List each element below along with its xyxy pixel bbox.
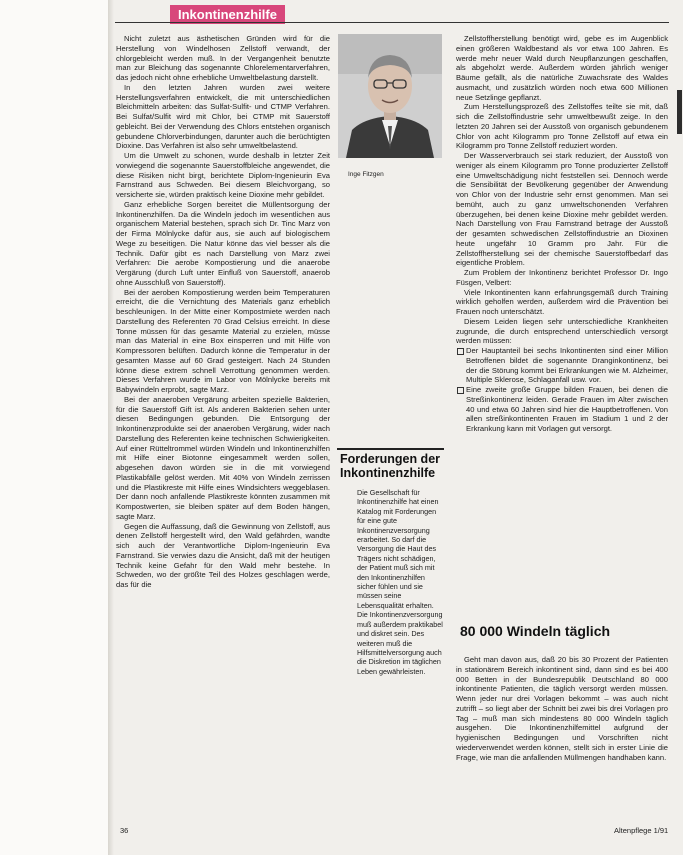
header-rule bbox=[115, 22, 669, 23]
article-column-left bbox=[116, 34, 330, 819]
article-column-right-bottom bbox=[456, 655, 668, 820]
list-item bbox=[456, 346, 668, 385]
article-column-right bbox=[456, 34, 668, 468]
list-item-text: Der Hauptanteil bei sechs Inkontinenten sind einer Million Betroffenen bildet die sogenannte Dranginkontinenz, bei der die Störung kommt bei Erkrankungen wie M. Alzheimer, Multiple Sklerose, Schlaganfall usw. vor. bbox=[466, 346, 668, 385]
paragraph: Geht man davon aus, daß 20 bis 30 Prozent der Patienten in stationärem Bereich inkontinent sind, dann sind es bei 400 000 Betten in der Bundesrepublik Deutschland 80 000 inkontinente Patienten, die täglich versorgt werden müssen. Wenn jeder nur drei Vorlagen bekommt – was auch nicht zutrifft – so liegt aber der Schnitt bei zwei bis drei Vorlagen pro Tag – muß man sich mindestens 80 000 Windeln täglich ausgehen. Die Inkontinenzhilfemittel aufgrund der hygienischen Bedingungen und Vorschriften nicht wiederverwendet werden können, stellt sich in erster Linie die Frage, wie man die anfallenden Müllmengen handhaben kann. bbox=[456, 655, 668, 762]
portrait-image bbox=[338, 34, 442, 158]
sidebar-body: Die Gesellschaft für Inkontinenzhilfe hat einen Katalog mit Forderungen für eine gute Inkontinenzversorgung erarbeitet. So darf die Versorgung die Haut des Trägers nicht schädigen, der Patient muß sich mit den Inkontinenzhilfen sicher fühlen und sie müssen seine Lebensqualität erhalten. Die Inkontinenzversorgung muß außerdem praktikabel und diskret sein. Des weiteren muß die Hilfsmittelversorgung auch die Diskretion im täglichen Leben gewährleisten. bbox=[357, 488, 443, 676]
paragraph: Ganz erhebliche Sorgen bereitet die Müllentsorgung der Inkontinenzhilfen. Da die Windeln jedoch im wesentlichen aus organischem Material bestehen, sprach sich Dr. Tinc Marz von der Firma Mölnlycke dafür aus, sie auch auf biologischem Wege zu beseitigen. Die Natur könne das viel besser als die Technik. Dafür gibt es nach Darstellung von Marz zwei Verfahren: Die aerobe Kompostierung und die anaerobe Vergärung (durch Luft unter Einfluß von Sauerstoff, anaerob ohne Ausschluß von Sauerstoff). bbox=[116, 199, 330, 287]
sidebar-title: Forderungen der Inkontinenzhilfe bbox=[340, 452, 441, 480]
list-item-text: Eine zweite große Gruppe bilden Frauen, bei denen die Streßinkontinenz leiden. Gerade Frauen im Alter zwischen 40 und etwa 60 Jahren sind hier die Hauptbetroffenen. Von allen streßinkontinenten Frauen im Stadium 1 und 2 der Erkrankung kann mit Vorlagen gut versorgt. bbox=[466, 385, 668, 433]
sidebar-box bbox=[337, 448, 444, 822]
portrait-photo bbox=[338, 34, 442, 158]
paragraph: Zum Herstellungsprozeß des Zellstoffes teilte sie mit, daß sich die Zellstoffindustrie sehr umweltbewußt zeige. In den letzten 20 Jahren sei der Ausstoß von organisch gebundenem Chlor von acht Kilogramm pro Tonne Zellstoff auf etwa ein Kilogramm pro Tonne Zellstoff reduziert worden. bbox=[456, 102, 668, 151]
page-margin bbox=[0, 0, 112, 855]
subheading: 80 000 Windeln täglich bbox=[460, 623, 611, 639]
paragraph: Um die Umwelt zu schonen, wurde deshalb in letzter Zeit vorwiegend die sogenannte Sauerstoffbleiche angewendet, die diese Risiken nicht birgt, berichtete Diplom-Ingenieurin Eva Farnstrand aus Schweden. Bei diesem Bleichvorgang, so versicherte sie, würden praktisch keine Dioxine mehr gebildet. bbox=[116, 151, 330, 199]
paragraph: Viele Inkontinenten kann erfahrungsgemäß durch Training wirklich geholfen werden, außerdem wird die Prävention bei Frauen noch unterschätzt. bbox=[456, 287, 668, 316]
list-item bbox=[456, 385, 668, 434]
checkbox-bullet-icon bbox=[457, 387, 464, 394]
binding-shadow bbox=[108, 0, 114, 855]
paragraph: Diesem Leiden liegen sehr unterschiedliche Krankheiten zugrunde, die durch entsprechend unterschiedlich versorgt werden müssen: bbox=[456, 316, 668, 346]
paragraph: Gegen die Auffassung, daß die Gewinnung von Zellstoff, aus denen Zellstoff hergestellt wird, den Wald gefährden, wandte sich auch der Verantwortliche Diplom-Ingenieurin Eva Farnstrand. Sie verwies dazu die Ansicht, daß mit der heutigen Technik keine Gefahr für den Wald mehr bestehe. In Schweden, wo der größte Teil des Holzes geschlagen werde, das für die bbox=[116, 521, 330, 589]
photo-caption: Inge Fitzgen bbox=[348, 171, 384, 178]
paragraph: Nicht zuletzt aus ästhetischen Gründen wird für die Herstellung von Windelhosen Zellstoff verwandt, der chlorgebleicht werden muß. In der Vergangenheit benutzte man zur Bleichung das sogenannte Chlorelementarverfahren, das jedoch nicht ohne erhebliche Umweltbelastung darstellt. bbox=[116, 34, 330, 82]
paragraph: Bei der anaeroben Vergärung arbeiten spezielle Bakterien, für die Sauerstoff Gift ist. Als anderen Bakterien sehen unter diesen Bedingungen gebunden. Die Entsorgung der Inkontinenzprodukte sei der anaeroben Vergärung, wider nach Darstellung des Referenten keine technischen Schwierigkeiten. Auf einer Rütteltrommel würden Windeln und Inkontinenzhilfen mit Hilfe einer Biotonne eingesammelt werden sollen, abgesehen davon würden sie in die mit vorwiegend Plastikabfälle gelöst werden. Mit 40% von Windeln zerrissen und die Plastikreste mit Hilfe eines Windsichters weggeblasen. Der dann noch anfallende Plastikreste könnten zusammen mit Kompostwerten, sie bleiben später auf dem Boden hängen, sagte Marz. bbox=[116, 394, 330, 521]
checkbox-bullet-icon bbox=[457, 348, 464, 355]
section-tag: Inkontinenzhilfe bbox=[170, 5, 285, 24]
paragraph: Zum Problem der Inkontinenz berichtet Professor Dr. Ingo Füsgen, Velbert: bbox=[456, 268, 668, 287]
page-number: 36 bbox=[120, 826, 129, 835]
scan-mark bbox=[677, 90, 682, 134]
paragraph: Zellstoffherstellung benötigt wird, gebe es im Augenblick einen größeren Waldbestand als vor etwa 100 Jahren. Es werde mehr neuer Wald durch Neupflanzungen geschaffen, als abgeholzt werde. Außerdem würden jährlich weniger Bäume gefällt, als die natürliche Zuwachsrate des Waldes ausmacht, und zusätzlich würden noch etwa 600 Millionen neue Setzlinge gepflanzt. bbox=[456, 34, 668, 102]
issue-label: Altenpflege 1/91 bbox=[614, 826, 669, 835]
paragraph: In den letzten Jahren wurden zwei weitere Herstellungsverfahren entwickelt, die mit unterschiedlichen Bleichmitteln arbeiten: das Sulfat-Sulfit- und CTMP Verfahren. Bei Sulfat/Sulfit wird mit Chlor, bei CTMP mit Sauerstoff gebleicht. Bei der Verwendung des Chlors entstehen organisch gebundene Chlorverbindungen, darunter auch die berüchtigten Dioxine. Das Verfahren ist also sehr umweltbelastend. bbox=[116, 82, 330, 151]
paragraph: Bei der aeroben Kompostierung werden beim Temperaturen erreicht, die die Vernichtung des Materials ganz erheblich beschleunigen. In der Mitte einer Kompostmiete werden nach Darstellung des Referenten 70 Grad Celsius erreicht. In diese Tonne müssen für das gesamte Material zu erzielen, müsse man das Material in eine Box einsperren und mit Hilfe von Kompressoren belüften. Dadurch könne die Temperatur in der gesamten Masse auf 60 Grad gesteigert. Nach 24 Stunden könne diese extrem schnell Verrottung genommen werden. Dieses Verfahren wurde im Labor von Mölnlycke bereits mit Babywindeln erprobt, sagte Marz. bbox=[116, 287, 330, 394]
paragraph: Der Wasserverbrauch sei stark reduziert, der Ausstoß von weniger als einem Kilogramm pro Tonne produzierter Zellstoff eine Umweltschädigung nicht feststellen sei. Dennoch werde die Sensibilität der Bevölkerung gegenüber der Anwendung von Chlor von der Industrie sehr ernst genommen. Man sei bemüht, auch zu ganz umweltschonenden Verfahren überzugehen, bei denen keine Dioxine mehr gebildet werden. Nach Darstellung von Frau Farnstrand betrage der Ausstoß der gesamten schwedischen Zellstoffindustrie an Dioxinen heute ungefähr 10 Gramm pro Jahr. Für die Zellstoffherstellung sei der chemische Sauerstoffbedarf das eigentliche Problem. bbox=[456, 151, 668, 268]
bullet-list bbox=[456, 346, 668, 434]
